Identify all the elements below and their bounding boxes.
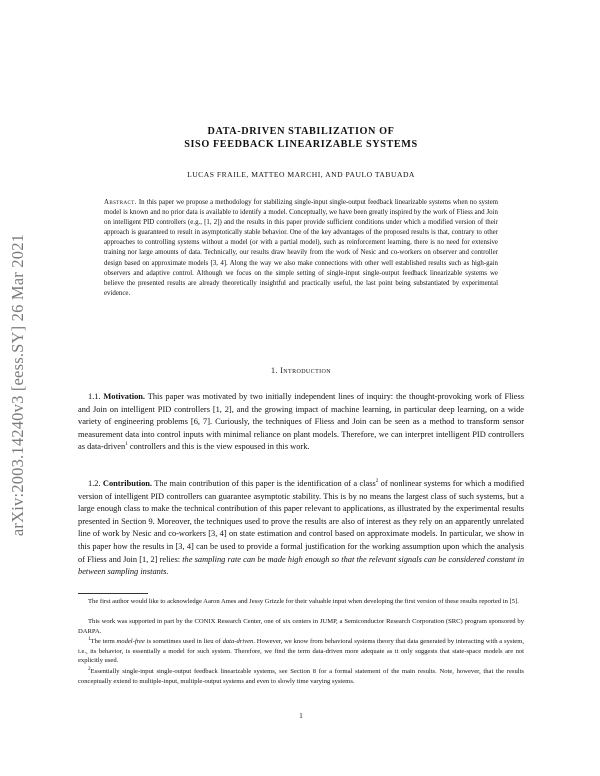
footnote-divider [78, 593, 148, 594]
paragraph-heading: Motivation. [103, 392, 146, 401]
footnote-2 [78, 667, 524, 686]
paragraph-text: This paper was motivated by two initially independent lines of inquiry: the thought-provoking work of Fliess and Join on intelligent PID controllers [1, 2], and the growing impact of machine learning, in particular deep learning, on a wide variety of engineering problems [6, 7]. Curiously, the techniques of Fliess and Join can be seen as a method to transform sensor measurement data into control inputs with minimal reliance on plant models. Therefore, we can interpret intelligent PID controllers as data-driven [78, 392, 525, 452]
section-number: 1. [270, 366, 278, 375]
paragraph-number: 1.2. [88, 479, 101, 488]
footnote-number: 1 [88, 635, 91, 642]
footnote-text: is sometimes used in lieu of [146, 638, 221, 645]
arxiv-identifier-stamp [4, 200, 32, 570]
footnote-term-data-driven: data-driven [222, 638, 254, 645]
paragraph-heading: Contribution. [102, 479, 153, 488]
author-list: LUCAS FRAILE, MATTEO MARCHI, AND PAULO TABUADA [187, 170, 415, 179]
footnote-marker[interactable]: 2 [375, 478, 379, 485]
paragraph-text: The main contribution of this paper is the identification of a class [154, 479, 376, 488]
emphasized-assumption: the sampling rate can be made high enough so that the relevant signals can be considered constant in between sampling instants. [78, 554, 525, 577]
abstract [104, 198, 498, 299]
title-line-1: DATA-DRIVEN STABILIZATION OF [207, 126, 395, 137]
footnote-acknowledgment: The first author would like to acknowledge Aaron Ames and Jessy Grizzle for their valuable input when developing the first version of these results reported in [5]. [88, 598, 519, 605]
section-heading [78, 366, 524, 375]
paragraph-number: 1.1. [88, 392, 101, 401]
page-number: 1 [299, 711, 303, 720]
paper-title [78, 125, 524, 151]
title-line-2: SISO FEEDBACK LINEARIZABLE SYSTEMS [184, 139, 418, 150]
footnote-1 [78, 637, 524, 666]
section-title: Introduction [280, 366, 331, 375]
footnote-number: 2 [88, 665, 91, 672]
footnote-text: . However, we know from behavioral systems theory that data generated by interacting with a system, i.e., its behavior, is essentially a model for such system. Therefore, we find the term data-driven more adequate as it only suggests that state-space models are not explicitly used. [78, 638, 524, 665]
paragraph-contribution [78, 478, 524, 579]
footnote-term-model-free: model-free [116, 638, 145, 645]
abstract-label: Abstract. [104, 199, 137, 206]
footnote-text: The term [90, 638, 115, 645]
arxiv-identifier: arXiv:2003.14240v3 [eess.SY] 26 Mar 2021 [8, 233, 27, 537]
footnote-funding: This work was supported in part by the CONIX Research Center, one of six centers in JUMP, a Semiconductor Research Corporation (SRC) program sponsored by DARPA. [78, 618, 524, 635]
paragraph-motivation [78, 391, 524, 454]
paragraph-text-continued: of nonlinear systems for which a modified version of intelligent PID controllers can guarantee asymptotic stability. This is by no means the largest class of such systems, but a large enough class to make the technical contribution of this paper relevant to applications, as illustrated by the experimental results presented in Section 9. Moreover, the techniques used to prove the results are also of interest as they rely on an apparently unrelated line of work by Nesic and co-workers [3, 4] on state estimation and control based on approximate models. In particular, we show in this paper how the results in [3, 4] can be used to provide a formal justification for the working assumption upon which the analysis of Fliess and Join [1, 2] relies: [78, 479, 525, 564]
footnote-marker[interactable]: 1 [125, 441, 128, 448]
footnote-text: Essentially single-input single-output feedback linearizable systems, see Section 8 for a formal statement of the main results. Note, however, that the results conceptually extend to multiple-input, multiple-output systems and even to slowly time varying systems. [78, 668, 524, 685]
paragraph-text-continued: controllers and this is the view espoused in this work. [129, 442, 310, 452]
abstract-text: In this paper we propose a methodology for stabilizing single-input single-output feedback linearizable systems when no system model is known and no prior data is available to identify a model. Conceptually, we have been greatly inspired by the work of Fliess and Join on intelligent PID controllers (e.g., [1, 2]) and the results in this paper provide sufficient conditions under which a modified version of their approach is guaranteed to result in asymptotically stable behavior. One of the key advantages of the proposed results is that, contrary to other approaches to controlling systems without a model (or with a partial model), such as reinforcement learning, there is no need for extensive training nor large amounts of data. Technically, our results draw heavily from the work of Nesic and co-workers on observer and controller design based on approximate models [3, 4]. Along the way we also make connections with other well established results such as high-gain observers and adaptive control. Although we focus on the simple setting of single-input single-output feedback linearizable systems we believe the presented results are already theoretically insightful and practically useful, the last point being substantiated by experimental evidence. [104, 199, 498, 297]
